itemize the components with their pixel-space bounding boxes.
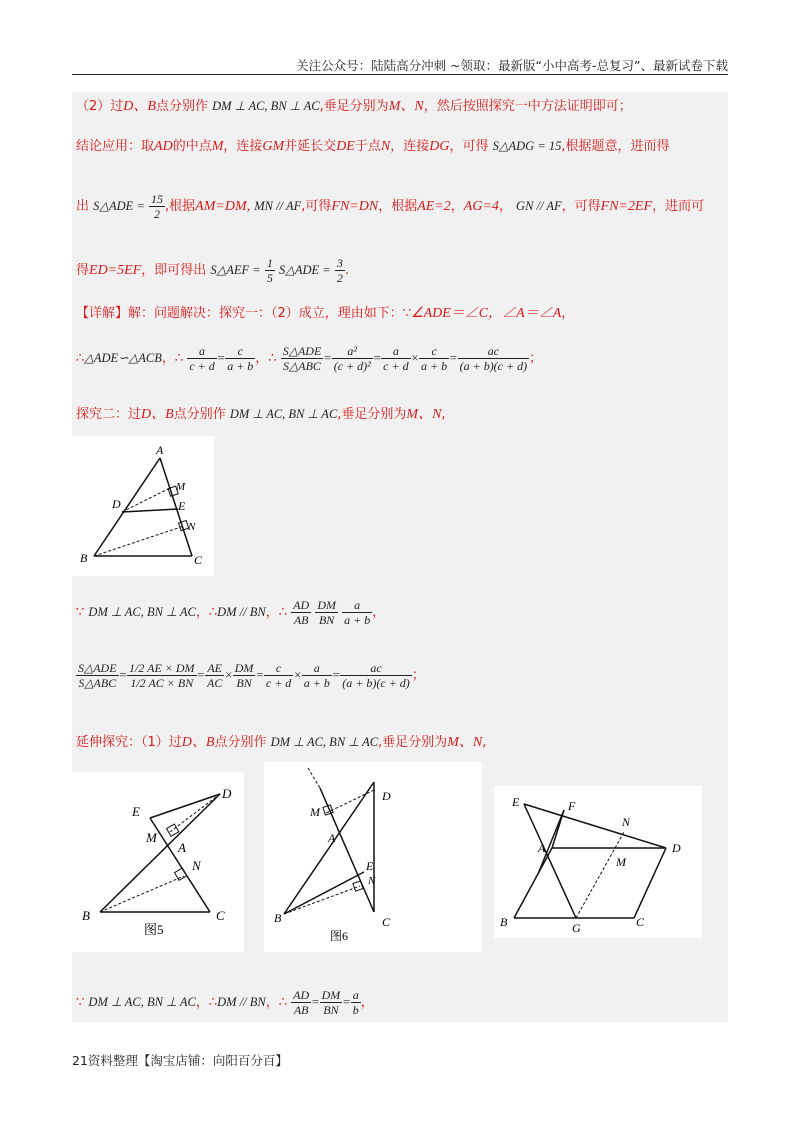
text: ,可得 bbox=[301, 199, 332, 214]
label-a: A bbox=[328, 831, 336, 845]
figure-5-caption: 图5 bbox=[144, 922, 164, 937]
text: ， bbox=[498, 199, 512, 214]
text: ，连接 bbox=[223, 139, 263, 154]
label-b: B bbox=[500, 915, 508, 929]
text: DE bbox=[336, 139, 355, 154]
line-8 bbox=[76, 596, 726, 629]
segment-bn bbox=[100, 876, 184, 912]
label-f: F bbox=[568, 799, 576, 813]
text: ，根据 bbox=[378, 199, 418, 214]
fraction: $\frac{a}{a + b}$ bbox=[303, 661, 330, 690]
label-d: D bbox=[112, 497, 121, 511]
segment-gn bbox=[576, 832, 624, 918]
formula: GN // AF bbox=[516, 199, 562, 213]
text: ，∴ bbox=[255, 351, 277, 366]
formula: × bbox=[410, 351, 420, 365]
segment-ed bbox=[150, 794, 220, 818]
label-m: M bbox=[310, 805, 320, 819]
text: ，然后按照探究一中方法证明即可； bbox=[423, 99, 632, 114]
side-ab bbox=[94, 458, 160, 556]
text: 的中点 bbox=[172, 139, 212, 154]
formula: DM // BN bbox=[217, 605, 266, 619]
text: ∴ bbox=[76, 351, 85, 366]
text: AE=2 bbox=[417, 199, 451, 214]
fraction: $\frac{AE}{AC}$ bbox=[206, 661, 223, 690]
line-2 bbox=[76, 136, 726, 157]
text: D、B bbox=[141, 407, 174, 422]
text: ED=5EF bbox=[89, 263, 142, 278]
fraction: $\frac{1}{5}$ bbox=[266, 256, 273, 285]
segment-be bbox=[284, 872, 364, 914]
text: DG bbox=[429, 139, 450, 154]
text: （2）过 bbox=[76, 99, 124, 114]
label-b: B bbox=[274, 911, 282, 925]
line-7 bbox=[76, 404, 726, 425]
label-m: M bbox=[146, 830, 157, 845]
text: ，∴ bbox=[195, 995, 218, 1010]
text: ∠ADE＝∠C，∠A＝∠A bbox=[411, 306, 562, 321]
label-c: C bbox=[194, 553, 203, 567]
fraction: $\frac{15}{2}$ bbox=[151, 192, 164, 221]
text: AD bbox=[154, 139, 173, 154]
label-b: B bbox=[80, 551, 88, 565]
formula: DM ⊥ AC, BN ⊥ AC bbox=[88, 605, 196, 619]
fraction: $\frac{AD}{AB}$ bbox=[293, 598, 310, 627]
segment-dm bbox=[122, 488, 170, 512]
side-ac bbox=[160, 458, 192, 556]
label-n: N bbox=[188, 521, 196, 533]
figure-6-svg bbox=[264, 762, 482, 952]
line-11: ∵ DM ⊥ AC, BN ⊥ AC，∴DM // BN，∴ $\frac{AD}{AB}$ = $\frac{DM}{BN}$ = $\frac{a}{b}$ ， bbox=[76, 988, 374, 1017]
text: ,根据题意，进而得 bbox=[561, 139, 670, 154]
fraction: $\frac{a}{b}$ bbox=[352, 988, 359, 1017]
text: ,垂足分别为 bbox=[319, 99, 389, 114]
formula: DM ⊥ AC, BN ⊥ AC bbox=[88, 995, 196, 1009]
formula: DM ⊥ AC, BN ⊥ AC bbox=[212, 99, 320, 113]
label-c: C bbox=[216, 908, 225, 923]
text: ， bbox=[372, 605, 386, 620]
figure-6-caption: 图6 bbox=[330, 929, 349, 943]
text: ，进而可 bbox=[652, 199, 705, 214]
formula: S△ADE = bbox=[279, 263, 331, 277]
text: ，连接 bbox=[390, 139, 430, 154]
formula: DM // BN bbox=[217, 995, 266, 1009]
text: 探究二：过 bbox=[76, 407, 142, 422]
segment-eg bbox=[524, 804, 576, 918]
text: ,垂足分别为 bbox=[337, 407, 407, 422]
segment-ab bbox=[514, 848, 552, 918]
line-1 bbox=[76, 96, 726, 117]
text: ，∴ bbox=[265, 605, 288, 620]
text: ， bbox=[450, 199, 464, 214]
right-angle-m bbox=[167, 824, 179, 836]
text: 结论应用：取 bbox=[76, 139, 155, 154]
formula: DM ⊥ AC, BN ⊥ AC bbox=[270, 735, 379, 749]
page-footer bbox=[72, 1051, 288, 1069]
figure-5-svg bbox=[72, 772, 244, 952]
line-6 bbox=[76, 340, 726, 377]
text: ，∴ bbox=[265, 995, 288, 1010]
label-e: E bbox=[512, 795, 520, 809]
formula: = bbox=[449, 351, 458, 365]
figure-7-svg bbox=[494, 786, 702, 938]
text: ,垂足分别为 bbox=[378, 735, 448, 750]
page-number: 21 bbox=[72, 1053, 88, 1068]
text: M、N bbox=[388, 99, 424, 114]
line-5 bbox=[76, 304, 726, 324]
line-3 bbox=[76, 192, 726, 221]
label-a: A bbox=[156, 443, 164, 457]
fraction: $\frac{\text{a²}}{\text{(c + d)²}}$ bbox=[333, 344, 371, 373]
text: 得 bbox=[76, 263, 90, 278]
text: 出 bbox=[76, 199, 90, 214]
fraction: $\frac{3}{2}$ bbox=[336, 256, 343, 285]
figure-5 bbox=[72, 772, 244, 952]
segment-db bbox=[284, 782, 374, 914]
text: ，可得 bbox=[561, 199, 601, 214]
text: 延伸探究：（1）过 bbox=[76, 735, 182, 750]
fraction: $\frac{\text{S△ADE}}{\text{S△ABC}}$ bbox=[78, 661, 117, 690]
text: . bbox=[344, 263, 350, 278]
formula: MN // AF bbox=[254, 199, 302, 213]
line-4 bbox=[76, 256, 726, 285]
formula: = bbox=[323, 351, 332, 365]
text: 【详解】解：问题解决：探究一：（2）成立，理由如下：∵ bbox=[76, 306, 412, 321]
segment-dm bbox=[170, 794, 220, 832]
figure-1-svg bbox=[72, 436, 214, 576]
segment-bn bbox=[94, 526, 184, 556]
figure-parallelogram bbox=[494, 786, 702, 938]
segment-cd bbox=[634, 848, 666, 918]
text: ， bbox=[360, 995, 374, 1010]
text: , bbox=[441, 407, 446, 422]
fraction: $\frac{\text{S△ADE}}{\text{S△ABC}}$ bbox=[282, 344, 322, 373]
formula: = bbox=[216, 351, 226, 365]
text: FN=DN bbox=[331, 199, 379, 214]
label-d: D bbox=[222, 786, 232, 801]
fraction: $\frac{a}{c + d}$ bbox=[189, 344, 215, 373]
label-d: D bbox=[382, 789, 391, 803]
label-n: N bbox=[368, 875, 376, 887]
text: ； bbox=[529, 351, 543, 366]
label-c: C bbox=[636, 915, 645, 929]
formula: S△ADE = bbox=[93, 199, 145, 213]
segment-fa bbox=[552, 810, 564, 848]
fraction: $\frac{1/2 AE \times DM}{1/2 AC \times BN}$ bbox=[129, 661, 195, 690]
extension-dash bbox=[308, 768, 320, 788]
header-rule bbox=[72, 74, 728, 75]
text: 于点 bbox=[354, 139, 381, 154]
fraction: $\frac{a}{c + d}$ bbox=[383, 344, 409, 373]
text: ∵ bbox=[76, 995, 85, 1010]
fraction: $\frac{DM}{BN}$ bbox=[317, 598, 336, 627]
fraction: $\frac{c}{a + b}$ bbox=[227, 344, 254, 373]
fraction: $\frac{DM}{BN}$ bbox=[234, 661, 254, 690]
text: ； bbox=[411, 668, 425, 683]
text: M、N bbox=[447, 735, 483, 750]
page-header: 关注公众号：陆陆高分冲刺 ~领取：最新版“小中高考-总复习”、最新试卷下载 bbox=[296, 58, 728, 73]
text: ,根据 bbox=[165, 199, 196, 214]
text: FN=2EF bbox=[600, 199, 653, 214]
formula: S△AEF = bbox=[210, 263, 261, 277]
label-a: A bbox=[178, 840, 186, 855]
fraction: $\frac{c}{c + d}$ bbox=[265, 661, 292, 690]
label-b: B bbox=[82, 908, 90, 923]
label-e: E bbox=[366, 859, 374, 873]
label-d: D bbox=[672, 841, 681, 855]
segment-db bbox=[100, 794, 220, 912]
label-g: G bbox=[572, 921, 581, 935]
text: ∵ bbox=[76, 605, 85, 620]
text: M、N bbox=[406, 407, 442, 422]
text: 点分别作 bbox=[173, 407, 226, 422]
label-c: C bbox=[382, 915, 391, 929]
label-n: N bbox=[192, 858, 201, 873]
formula: △ADE∽△ACB bbox=[84, 351, 162, 365]
text: ， bbox=[561, 306, 575, 321]
formula: DM ⊥ AC, BN ⊥ AC bbox=[229, 407, 338, 421]
text: 点分别作 bbox=[214, 735, 267, 750]
figure-6 bbox=[264, 762, 482, 952]
footer-text: 资料整理【淘宝店铺：向阳百分百】 bbox=[87, 1053, 288, 1068]
fraction: $\frac{c}{a + b}$ bbox=[421, 344, 448, 373]
segment-bn bbox=[284, 886, 360, 914]
text: GM bbox=[262, 139, 285, 154]
label-e: E bbox=[132, 804, 140, 819]
line-10 bbox=[76, 732, 726, 753]
text: 点分别作 bbox=[155, 99, 208, 114]
segment-de bbox=[122, 509, 178, 512]
line-9: $\frac{\text{S△ADE}}{\text{S△ABC}}$ = $\frac{1/2 AE \times DM}{1/2 AC \times BN}$ = $\frac{AE}{AC}$ × $\frac{DM}{BN}$ = $\frac{c}{c + d}$ × $\frac{a}{a + b}$ = $\frac{ac}{(a + b)(c + d)}$ ； bbox=[78, 661, 425, 690]
label-m: M bbox=[176, 481, 186, 493]
text: D、B bbox=[123, 99, 156, 114]
fraction: $\frac{AD}{AB}$ bbox=[293, 988, 310, 1017]
text: AM=DM, bbox=[195, 199, 251, 214]
label-e: E bbox=[178, 499, 186, 513]
text: M bbox=[211, 139, 224, 154]
segment-ec bbox=[150, 818, 210, 912]
text: , bbox=[482, 735, 487, 750]
fraction: $\frac{ac}{(a + b)(c + d)}$ bbox=[459, 344, 528, 373]
fraction: $\frac{DM}{BN}$ bbox=[321, 988, 341, 1017]
text: AG=4 bbox=[463, 199, 499, 214]
fraction: $\frac{ac}{(a + b)(c + d)}$ bbox=[342, 661, 410, 690]
fraction: $\frac{a}{a + b}$ bbox=[344, 598, 371, 627]
text: ，可得 bbox=[449, 139, 489, 154]
formula: = bbox=[372, 351, 382, 365]
text: ，∴ bbox=[161, 351, 184, 366]
formula: S△ADG = 15 bbox=[492, 139, 562, 153]
text: ，∴ bbox=[195, 605, 218, 620]
text: ，即可得出 bbox=[141, 263, 207, 278]
label-m: M bbox=[616, 855, 626, 869]
figure-triangle-1 bbox=[72, 436, 214, 576]
text: D、B bbox=[181, 735, 215, 750]
label-n: N bbox=[622, 815, 631, 829]
text: N bbox=[380, 139, 391, 154]
label-a: A bbox=[538, 841, 546, 855]
text: 并延长交 bbox=[284, 139, 337, 154]
